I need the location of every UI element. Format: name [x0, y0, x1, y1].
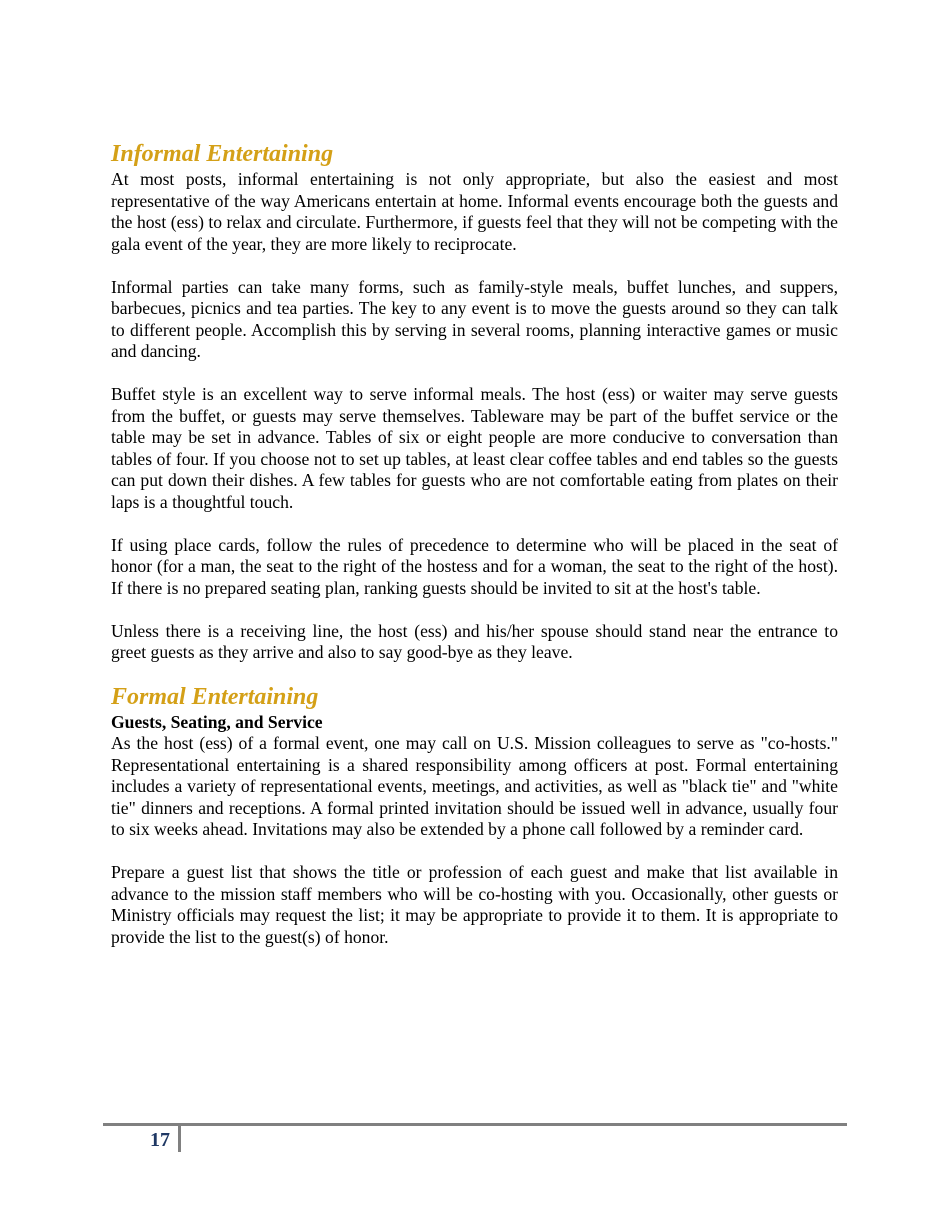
- subheading-guests-seating-service: Guests, Seating, and Service: [111, 711, 323, 732]
- heading-informal-entertaining: Informal Entertaining: [111, 141, 334, 167]
- footer-rule: [103, 1123, 847, 1126]
- section-formal-entertaining: [111, 682, 838, 949]
- page-number: 17: [150, 1129, 170, 1151]
- paragraph: If using place cards, follow the rules of precedence to determine who will be placed in the seat of honor (for a man, the seat to the right of the hostess and for a woman, the seat to the right of the host). If there is no prepared seating plan, ranking guests should be invited to sit at the host's table.: [111, 534, 838, 598]
- paragraph: Unless there is a receiving line, the host (ess) and his/her spouse should stand near the entrance to greet guests as they arrive and also to say good-bye as they leave.: [111, 620, 838, 662]
- paragraph: Buffet style is an excellent way to serve informal meals. The host (ess) or waiter may serve guests from the buffet, or guests may serve themselves. Tableware may be part of the buffet service or the table may be set in advance. Tables of six or eight people are more conducive to conversation than tables of four. If you choose not to set up tables, at least clear coffee tables and end tables so the guests can put down their dishes. A few tables for guests who are not comfortable eating from plates on their laps is a thoughtful touch.: [111, 384, 838, 512]
- paragraph: Informal parties can take many forms, such as family-style meals, buffet lunches, and suppers, barbecues, picnics and tea parties. The key to any event is to move the guests around so they can talk to different people. Accomplish this by serving in several rooms, planning interactive games or music and dancing.: [111, 276, 838, 361]
- paragraph: At most posts, informal entertaining is not only appropriate, but also the easiest and most representative of the way Americans entertain at home. Informal events encourage both the guests and the host (ess) to relax and circulate. Furthermore, if guests feel that they will not be competing with the gala event of the year, they are more likely to reciprocate.: [111, 169, 838, 254]
- page-number-divider: [178, 1126, 181, 1152]
- section-informal-entertaining: [111, 139, 838, 664]
- paragraph: As the host (ess) of a formal event, one may call on U.S. Mission colleagues to serve as "co-hosts." Representational entertaining is a shared responsibility among officers at post. Formal entertaining includes a variety of representational events, meetings, and activities, as well as "black tie" and "white tie" dinners and receptions. A formal printed invitation should be issued well in advance, usually four to six weeks ahead. Invitations may also be extended by a phone call followed by a reminder card.: [111, 733, 838, 839]
- heading-formal-entertaining: Formal Entertaining: [111, 683, 319, 710]
- paragraph: Prepare a guest list that shows the title or profession of each guest and make that list available in advance to the mission staff members who will be co-hosting with you. Occasionally, other guests or Ministry officials may request the list; it may be appropriate to provide it to them. It is appropriate to provide the list to the guest(s) of honor.: [111, 862, 838, 947]
- page-body: [111, 139, 838, 948]
